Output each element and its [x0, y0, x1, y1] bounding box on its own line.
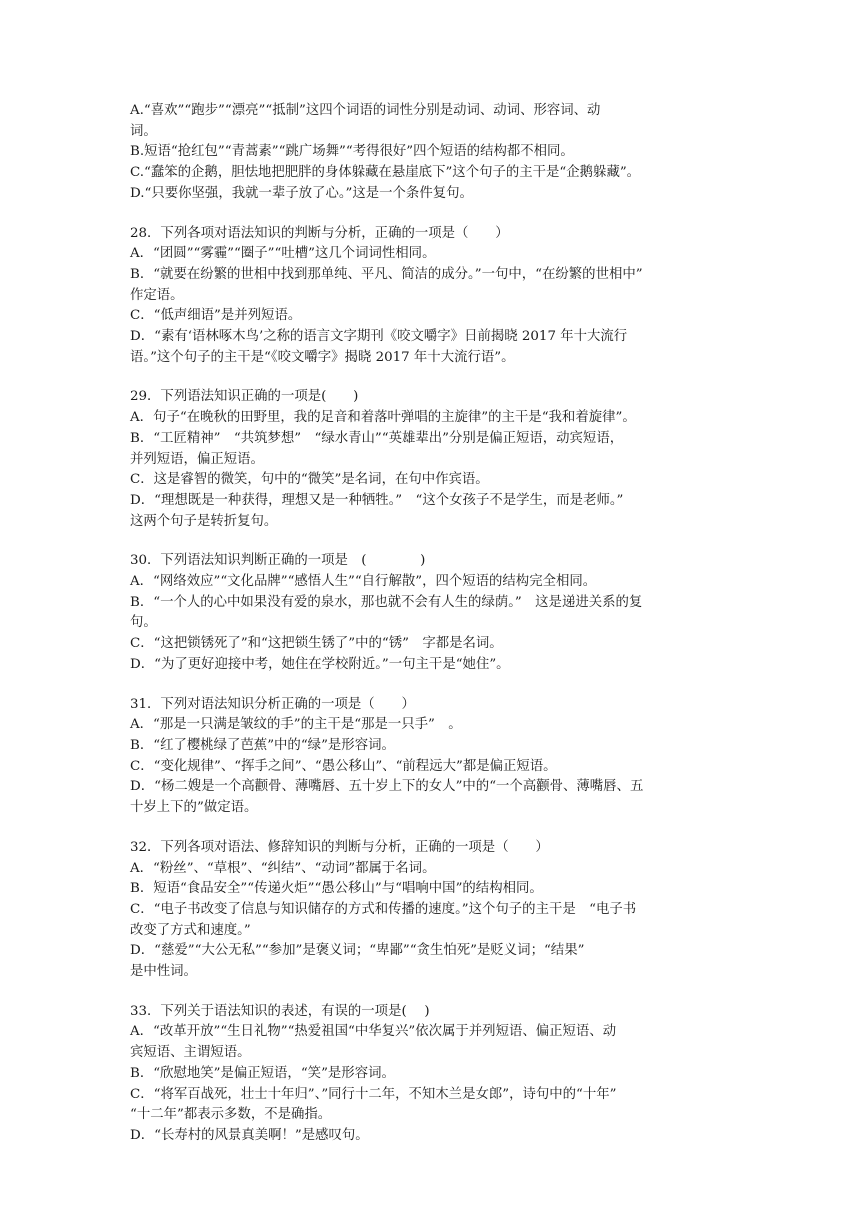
text-line: B．“就要在纷繁的世相中找到那单纯、平凡、简洁的成分。”一句中，“在纷繁的世相中” [130, 266, 643, 282]
text-line: A．“网络效应”“文化品牌”“感悟人生”“自行解散”，四个短语的结构完全相同。 [130, 574, 597, 590]
text-line: C．这是睿智的微笑，句中的“微笑”是名词，在句中作宾语。 [130, 472, 489, 488]
question-stem: 29．下列语法知识正确的一项是( ) [130, 389, 359, 405]
question-stem: 32．下列各项对语法、修辞知识的判断与分析，正确的一项是（ ） [130, 839, 549, 855]
text-line: C．“电子书改变了信息与知识储存的方式和传播的速度。”这个句子的主干是 “电子书 [130, 901, 637, 917]
document-page [130, 101, 740, 1147]
question-27-options [130, 101, 740, 205]
text-line: C．“低声细语”是并列短语。 [130, 308, 302, 324]
text-line: B.短语“抢红包”“青蒿素”“跳广场舞”“考得很好”四个短语的结构都不相同。 [130, 144, 574, 160]
text-line: 语。”这个句子的主干是“《咬文嚼字》揭晓 2017 年十大流行语”。 [130, 349, 515, 365]
text-line: 十岁上下的”做定语。 [130, 800, 258, 816]
text-line: C．“变化规律”、“挥手之间”、“愚公移山”、“前程远大”都是偏正短语。 [130, 758, 557, 774]
text-line: 是中性词。 [130, 964, 197, 980]
text-line: 词。 [130, 123, 157, 139]
question-30 [130, 551, 740, 675]
question-stem: 31．下列对语法知识分析正确的一项是（ ） [130, 696, 415, 712]
text-line: 并列短语，偏正短语。 [130, 451, 264, 467]
text-line: A．句子“在晚秋的田野里，我的足音和着落叶弹唱的主旋律”的主干是“我和着旋律”。 [130, 410, 636, 426]
text-line: D．“理想既是一种获得，理想又是一种牺牲。” “这个女孩子不是学生，而是老师。” [130, 492, 624, 508]
text-line: D.“只要你坚强，我就一辈子放了心。”这是一个条件复句。 [130, 185, 473, 201]
text-line: 改变了方式和速度。” [130, 922, 251, 938]
question-28 [130, 224, 740, 369]
text-line: B．“欣慰地笑”是偏正短语，“笑”是形容词。 [130, 1065, 395, 1081]
question-stem: 30．下列语法知识判断正确的一项是 ( ) [130, 553, 426, 569]
text-line: 宾短语、主谓短语。 [130, 1045, 251, 1061]
text-line: D．“慈爱”“大公无私”“参加”是褒义词；“卑鄙”“贪生怕死”是贬义词；“结果” [130, 943, 585, 959]
question-29 [130, 387, 740, 532]
text-line: C.“蠢笨的企鹅，胆怯地把肥胖的身体躲藏在悬崖底下”这个句子的主干是“企鹅躲藏”。 [130, 165, 641, 181]
text-line: C．“将军百战死，壮士十年归”、”同行十二年，不知木兰是女郎”，诗句中的“十年” [130, 1086, 617, 1102]
text-line: 句。 [130, 615, 157, 631]
text-line: D．“素有‘语林啄木鸟’之称的语言文字期刊《咬文嚼字》日前揭晓 2017 年十大流行 [130, 329, 628, 345]
text-line: B．短语“食品安全”“传递火炬”“愚公移山”与“唱响中国”的结构相同。 [130, 881, 543, 897]
text-line: A．“团圆”“雾霾”“圈子”“吐槽”这几个词词性相同。 [130, 246, 436, 262]
text-line: C．“这把锁锈死了”和“这把锁生锈了”中的“锈” 字都是名词。 [130, 636, 503, 652]
text-line: B．“红了樱桃绿了芭蕉”中的“绿”是形容词。 [130, 737, 395, 753]
text-line: A.“喜欢”“跑步”“漂亮”“抵制”这四个词语的词性分别是动词、动词、形容词、动 [130, 103, 601, 118]
text-line: D．“杨二嫂是一个高颧骨、薄嘴唇、五十岁上下的女人”中的“一个高颧骨、薄嘴唇、五 [130, 779, 644, 795]
text-line: D．“长寿村的风景真美啊！”是感叹句。 [130, 1127, 369, 1143]
text-line: A．“改革开放”“生日礼物”“热爱祖国“中华复兴”依次属于并列短语、偏正短语、动 [130, 1024, 617, 1040]
text-line: “十二年”都表示多数，不是确指。 [130, 1107, 332, 1123]
question-32 [130, 838, 740, 983]
text-line: 这两个句子是转折复句。 [130, 513, 278, 529]
question-stem: 33．下列关于语法知识的表述，有误的一项是( ) [130, 1003, 430, 1019]
text-line: D．“为了更好迎接中考，她住在学校附近。”一句主干是“她住”。 [130, 656, 510, 672]
text-line: A．“那是一只满是皱纹的手”的主干是“那是一只手” 。 [130, 717, 462, 733]
text-line: B．“工匠精神” “共筑梦想” “绿水青山”“英雄辈出”分别是偏正短语，动宾短语， [130, 430, 624, 446]
question-33 [130, 1002, 740, 1147]
question-31 [130, 695, 740, 819]
text-line: 作定语。 [130, 287, 184, 303]
text-line: B．“一个人的心中如果没有爱的泉水，那也就不会有人生的绿荫。” 这是递进关系的复 [130, 594, 643, 610]
question-stem: 28．下列各项对语法知识的判断与分析，正确的一项是（ ） [130, 225, 509, 241]
text-line: A．“粉丝”、“草根”、“纠结”、“动词”都属于名词。 [130, 860, 436, 876]
